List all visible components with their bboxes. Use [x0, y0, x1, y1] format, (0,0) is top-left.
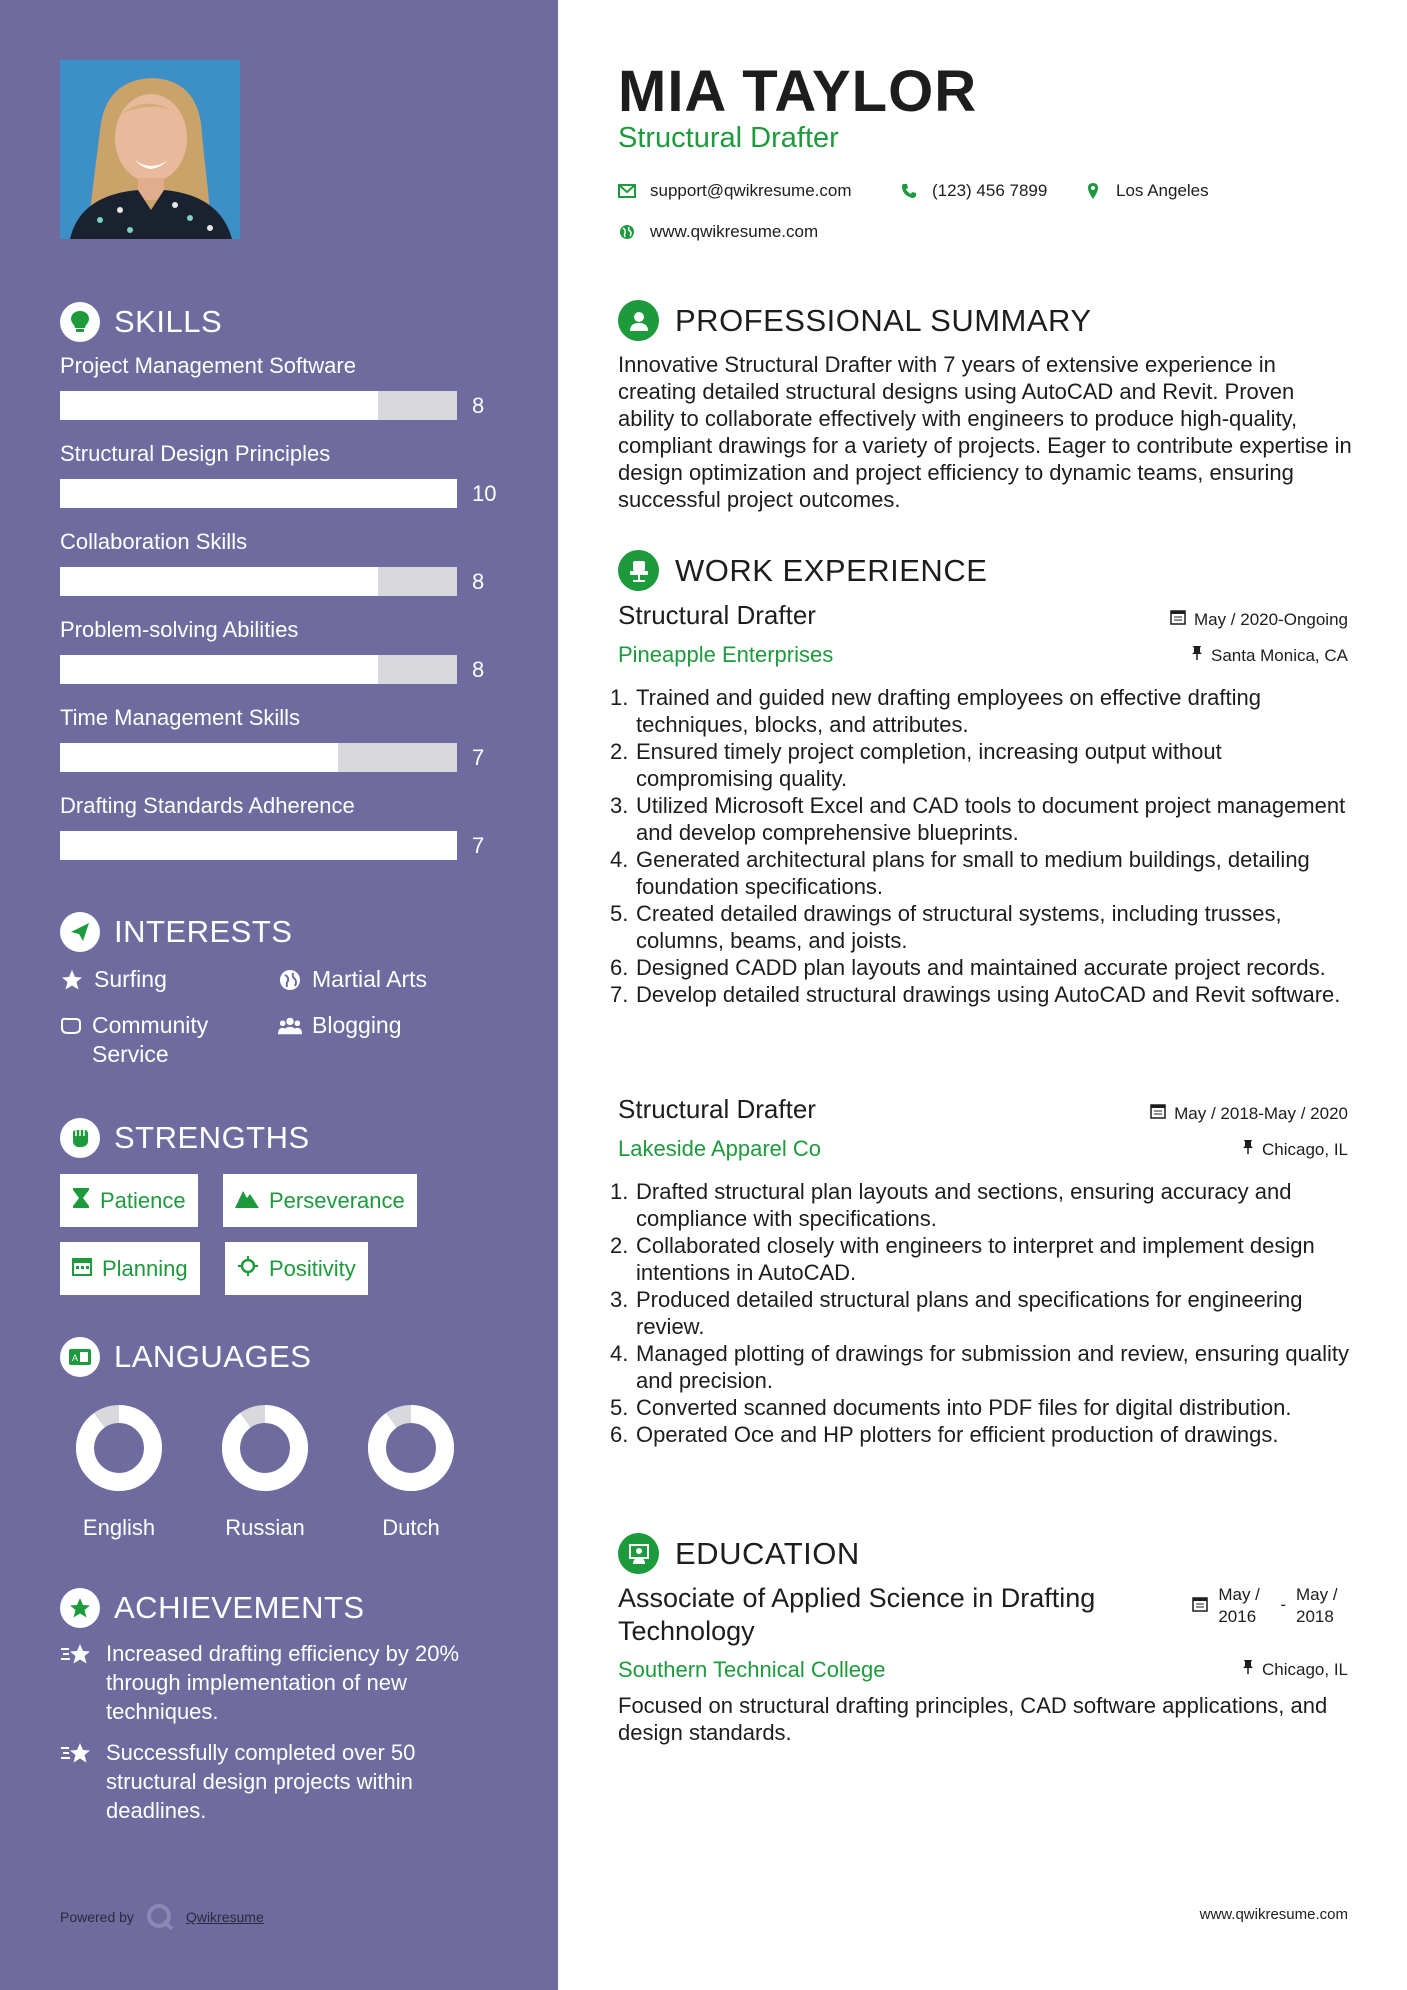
translate-icon	[60, 1337, 100, 1377]
qwikresume-logo-icon	[146, 1903, 174, 1931]
qwikresume-link[interactable]: Qwikresume	[185, 1909, 264, 1925]
interests-heading: INTERESTS	[60, 912, 292, 952]
skill-bar-fill	[60, 655, 378, 684]
user-icon	[618, 300, 659, 341]
list-item: 5. Converted scanned documents into PDF files for digital distribution.	[610, 1395, 1292, 1420]
job-title: Structural Drafter	[618, 1094, 816, 1124]
skill-bar	[60, 831, 457, 860]
fist-icon	[60, 1118, 100, 1158]
strength-badge: Planning	[60, 1242, 200, 1295]
job-location: Chicago, IL	[1242, 1139, 1348, 1160]
list-item: 4. Managed plotting of drawings for submission and review, ensuring quality and precision.	[610, 1341, 1349, 1393]
sidebar	[0, 0, 558, 1990]
interest-item: Blogging	[278, 1011, 402, 1040]
list-item: 4. Generated architectural plans for small to medium buildings, detailing foundation specifications.	[610, 847, 1310, 899]
phone-icon	[900, 182, 918, 200]
list-item: 3. Produced detailed structural plans and specifications for engineering review.	[610, 1287, 1303, 1339]
sun-icon	[237, 1255, 259, 1283]
star-badge-icon	[60, 1588, 100, 1628]
list-item: 6. Operated Oce and HP plotters for efficient production of drawings.	[610, 1422, 1279, 1447]
interest-item: Surfing	[60, 965, 167, 994]
list-item: 6. Designed CADD plan layouts and maintained accurate project records.	[610, 955, 1326, 980]
job-title: Structural Drafter	[618, 600, 816, 630]
interest-item: Martial Arts	[278, 965, 427, 994]
profile-photo	[60, 60, 240, 239]
skill-value: 8	[472, 393, 485, 418]
achievement-item: Successfully completed over 50 structural design projects within deadlines.	[60, 1738, 510, 1825]
calendar-icon	[1192, 1584, 1208, 1618]
language-item: Dutch	[356, 1401, 466, 1541]
mountain-icon	[235, 1188, 259, 1214]
skill-label: Collaboration Skills	[60, 529, 248, 554]
list-item: 1. Trained and guided new drafting employees on effective drafting techniques, blocks, and attributes.	[610, 685, 1261, 737]
website-link[interactable]: www.qwikresume.com	[650, 222, 819, 241]
achievements-heading: ACHIEVEMENTS	[60, 1588, 365, 1628]
job-company: Pineapple Enterprises	[618, 642, 834, 667]
candidate-name: MIA TAYLOR	[618, 59, 978, 124]
calendar-icon	[1150, 1103, 1166, 1124]
education-description: Focused on structural drafting principles, CAD software applications, and design standards.	[618, 1693, 1328, 1745]
list-item: 3. Utilized Microsoft Excel and CAD tools to document project management and develop comprehensive blueprints.	[610, 793, 1346, 845]
contact-website	[618, 222, 818, 242]
office-chair-icon	[618, 550, 659, 591]
skill-bar	[60, 743, 457, 772]
star-icon	[60, 965, 84, 994]
strengths-heading: STRENGTHS	[60, 1118, 310, 1158]
summary-text: Innovative Structural Drafter with 7 years of extensive experience in creating detailed structural designs using AutoCAD and Revit. Proven ability to collaborate effectively with engineers to produce high-quality, compliant drawings for a variety of projects. Eager to contribute expertise in design optimization and project efficiency to dynamic teams, ensuring successful project outcomes.	[618, 352, 1352, 512]
list-item: 2. Collaborated closely with engineers to interpret and implement design intentions in AutoCAD.	[610, 1233, 1315, 1285]
envelope-icon	[618, 182, 636, 200]
skill-value: 8	[472, 657, 485, 682]
powered-by: Powered by Qwikresume	[60, 1903, 264, 1931]
pushpin-icon	[1242, 1659, 1254, 1680]
skill-bar	[60, 655, 457, 684]
group-icon	[278, 1011, 302, 1040]
map-pin-icon	[1084, 182, 1102, 200]
skill-bar	[60, 479, 457, 508]
skill-value: 7	[472, 833, 485, 858]
strength-badge: Positivity	[225, 1242, 368, 1295]
skill-value: 8	[472, 569, 485, 594]
achievement-item: Increased drafting efficiency by 20% through implementation of new techniques.	[60, 1639, 510, 1726]
main-content	[610, 0, 1352, 1990]
language-ring	[72, 1401, 166, 1495]
skills-heading: SKILLS	[60, 302, 222, 342]
contact-location: Los Angeles	[1084, 181, 1209, 201]
globe-icon	[278, 965, 302, 994]
skill-label: Drafting Standards Adherence	[60, 793, 355, 818]
calendar-icon	[72, 1256, 92, 1282]
job-location: Santa Monica, CA	[1191, 645, 1348, 666]
strength-badge: Perseverance	[223, 1174, 417, 1227]
job-responsibilities	[610, 684, 1355, 1008]
education-dates: May / 2016 - May / 2018	[1192, 1584, 1348, 1628]
skill-bar	[60, 567, 457, 596]
languages-heading: A LANGUAGES	[60, 1337, 311, 1377]
education-location: Chicago, IL	[1242, 1659, 1348, 1680]
education-heading: EDUCATION	[618, 1533, 860, 1574]
school-name: Southern Technical College	[618, 1657, 886, 1682]
calendar-icon	[1170, 609, 1186, 630]
hand-icon	[60, 1011, 82, 1040]
skill-label: Time Management Skills	[60, 705, 301, 730]
interest-item: Community Service	[60, 1011, 260, 1069]
skill-label: Project Management Software	[60, 353, 356, 378]
skill-bar-fill	[60, 831, 457, 860]
experience-heading: WORK EXPERIENCE	[618, 550, 987, 591]
paper-plane-icon	[60, 912, 100, 952]
teacher-board-icon	[618, 1533, 659, 1574]
degree-title: Associate of Applied Science in Drafting Technology	[618, 1583, 1096, 1646]
skill-value: 10	[472, 481, 497, 506]
language-ring	[218, 1401, 312, 1495]
list-item: 1. Drafted structural plan layouts and sections, ensuring accuracy and compliance with specifications.	[610, 1179, 1292, 1231]
skill-bar-fill	[60, 567, 378, 596]
job-dates: May / 2020-Ongoing	[1170, 609, 1348, 630]
language-item: English	[64, 1401, 174, 1541]
skill-bar-fill	[60, 391, 378, 420]
phone-link[interactable]: (123) 456 7899	[932, 181, 1048, 200]
list-item: 5. Created detailed drawings of structural systems, including trusses, columns, beams, and joists.	[610, 901, 1282, 953]
skill-label: Problem-solving Abilities	[60, 617, 299, 642]
pushpin-icon	[1242, 1139, 1254, 1160]
svg-text:A: A	[72, 1353, 79, 1363]
language-item: Russian	[210, 1401, 320, 1541]
shooting-star-icon	[60, 1738, 94, 1767]
candidate-role: Structural Drafter	[618, 122, 839, 154]
lightbulb-icon	[60, 302, 100, 342]
language-ring	[364, 1401, 458, 1495]
job-dates: May / 2018-May / 2020	[1150, 1103, 1348, 1124]
shooting-star-icon	[60, 1639, 94, 1668]
list-item: 2. Ensured timely project completion, increasing output without compromising quality.	[610, 739, 1222, 791]
skill-label: Structural Design Principles	[60, 441, 331, 466]
pushpin-icon	[1191, 645, 1203, 666]
skill-bar-fill	[60, 743, 338, 772]
contact-email	[618, 181, 852, 201]
email-link[interactable]: support@qwikresume.com	[650, 181, 852, 200]
footer-website[interactable]: www.qwikresume.com	[1199, 1906, 1348, 1923]
hourglass-icon	[72, 1187, 90, 1215]
list-item: 7. Develop detailed structural drawings using AutoCAD and Revit software.	[610, 982, 1341, 1007]
globe-icon	[618, 223, 636, 241]
contact-phone	[900, 181, 1047, 201]
job-responsibilities	[610, 1178, 1355, 1448]
skill-bar-fill	[60, 479, 457, 508]
strength-badge: Patience	[60, 1174, 198, 1227]
skill-value: 7	[472, 745, 485, 770]
job-company: Lakeside Apparel Co	[618, 1136, 822, 1161]
summary-heading: PROFESSIONAL SUMMARY	[618, 300, 1092, 341]
skill-bar	[60, 391, 457, 420]
